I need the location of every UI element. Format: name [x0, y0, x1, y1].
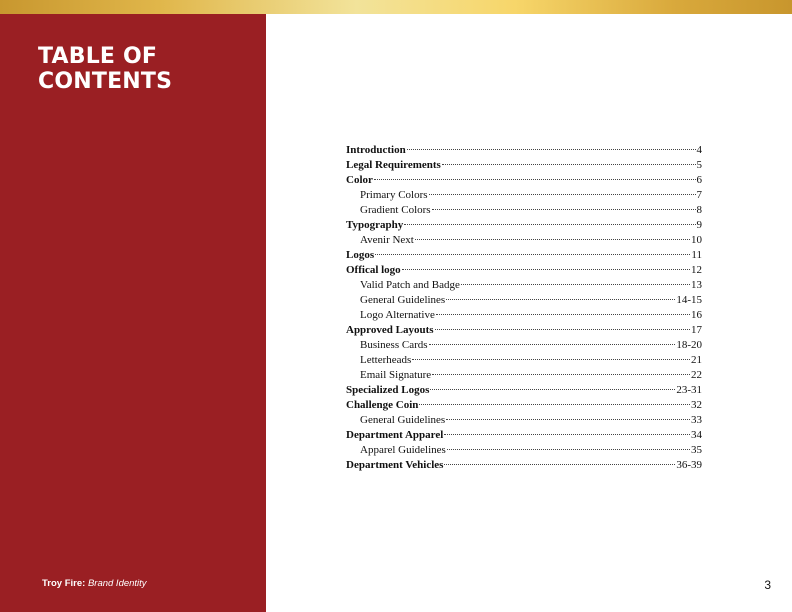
toc-entry-page: 16: [691, 309, 702, 321]
toc-section-row[interactable]: [346, 219, 702, 234]
toc-entry-label: Valid Patch and Badge: [360, 279, 460, 291]
toc-entry-label: Typography: [346, 219, 404, 231]
toc-subsection-row[interactable]: [346, 189, 702, 204]
toc-subsection-row[interactable]: [346, 369, 702, 384]
dot-leader: [447, 449, 690, 450]
toc-entry-label: Avenir Next: [360, 234, 414, 246]
title-line-1: TABLE OF: [38, 44, 158, 69]
toc-subsection-row[interactable]: [346, 234, 702, 249]
toc-entry-page: 18-20: [676, 339, 702, 351]
dot-leader: [444, 464, 675, 465]
toc-entry-page: 34: [691, 429, 702, 441]
dot-leader: [419, 404, 690, 405]
dot-leader: [404, 224, 695, 225]
toc-entry-page: 35: [691, 444, 702, 456]
toc-subsection-row[interactable]: [346, 339, 702, 354]
footer-brand-subtitle: Brand Identity: [87, 578, 147, 589]
dot-leader: [446, 299, 675, 300]
toc-entry-page: 11: [691, 249, 702, 261]
dot-leader: [444, 434, 690, 435]
toc-entry-page: 36-39: [676, 459, 702, 471]
toc-entry-page: 6: [696, 174, 702, 186]
toc-entry-label: General Guidelines: [360, 414, 446, 426]
toc-entry-page: 13: [691, 279, 702, 291]
toc-entry-label: Department Apparel: [346, 429, 444, 441]
toc-section-row[interactable]: [346, 459, 702, 474]
toc-section-row[interactable]: [346, 399, 702, 414]
dot-leader: [415, 239, 690, 240]
sidebar-panel: [0, 14, 266, 612]
gold-header-bar: [0, 0, 792, 14]
toc-section-row[interactable]: [346, 429, 702, 444]
toc-entry-label: Business Cards: [360, 339, 428, 351]
toc-subsection-row[interactable]: [346, 309, 702, 324]
dot-leader: [432, 209, 696, 210]
toc-section-row[interactable]: [346, 174, 702, 189]
toc-section-row[interactable]: [346, 264, 702, 279]
toc-entry-page: 8: [696, 204, 702, 216]
dot-leader: [442, 164, 696, 165]
toc-entry-page: 7: [696, 189, 702, 201]
dot-leader: [461, 284, 690, 285]
toc-entry-label: Approved Layouts: [346, 324, 434, 336]
dot-leader: [432, 374, 690, 375]
toc-entry-label: Primary Colors: [360, 189, 428, 201]
toc-entry-label: Letterheads: [360, 354, 412, 366]
toc-entry-page: 17: [691, 324, 702, 336]
toc-subsection-row[interactable]: [346, 414, 702, 429]
toc-section-row[interactable]: [346, 324, 702, 339]
toc-entry-label: Logos: [346, 249, 375, 261]
toc-entry-label: Legal Requirements: [346, 159, 441, 171]
title-line-2: CONTENTS: [38, 69, 173, 94]
dot-leader: [412, 359, 690, 360]
footer-brand-name: Troy Fire:: [42, 578, 86, 589]
toc-section-row[interactable]: [346, 159, 702, 174]
toc-entry-label: Email Signature: [360, 369, 432, 381]
page-number: 3: [764, 578, 771, 592]
toc-entry-label: Department Vehicles: [346, 459, 444, 471]
dot-leader: [436, 314, 690, 315]
footer-brand: [42, 578, 147, 589]
dot-leader: [429, 344, 676, 345]
dot-leader: [429, 194, 696, 195]
dot-leader: [435, 329, 690, 330]
toc-entry-page: 22: [691, 369, 702, 381]
toc-entry-page: 32: [691, 399, 702, 411]
toc-section-row[interactable]: [346, 249, 702, 264]
toc-subsection-row[interactable]: [346, 294, 702, 309]
toc-entry-label: Color: [346, 174, 373, 186]
toc-subsection-row[interactable]: [346, 444, 702, 459]
dot-leader: [375, 254, 690, 255]
toc-entry-page: 5: [696, 159, 702, 171]
toc-entry-page: 10: [691, 234, 702, 246]
dot-leader: [430, 389, 675, 390]
dot-leader: [407, 149, 696, 150]
page-title: [38, 44, 172, 94]
table-of-contents: [346, 144, 702, 474]
dot-leader: [402, 269, 690, 270]
toc-subsection-row[interactable]: [346, 354, 702, 369]
dot-leader: [374, 179, 696, 180]
toc-entry-page: 4: [696, 144, 702, 156]
toc-section-row[interactable]: [346, 144, 702, 159]
dot-leader: [446, 419, 690, 420]
toc-entry-page: 33: [691, 414, 702, 426]
toc-entry-label: Specialized Logos: [346, 384, 430, 396]
toc-subsection-row[interactable]: [346, 204, 702, 219]
toc-entry-page: 14-15: [676, 294, 702, 306]
toc-entry-label: Introduction: [346, 144, 406, 156]
toc-entry-label: Logo Alternative: [360, 309, 435, 321]
toc-entry-page: 21: [691, 354, 702, 366]
toc-entry-page: 12: [691, 264, 702, 276]
toc-entry-label: Apparel Guidelines: [360, 444, 446, 456]
toc-subsection-row[interactable]: [346, 279, 702, 294]
toc-entry-label: Gradient Colors: [360, 204, 431, 216]
toc-section-row[interactable]: [346, 384, 702, 399]
toc-entry-label: Challenge Coin: [346, 399, 419, 411]
toc-entry-page: 23-31: [676, 384, 702, 396]
toc-entry-page: 9: [696, 219, 702, 231]
toc-entry-label: Offical logo: [346, 264, 401, 276]
toc-entry-label: General Guidelines: [360, 294, 446, 306]
